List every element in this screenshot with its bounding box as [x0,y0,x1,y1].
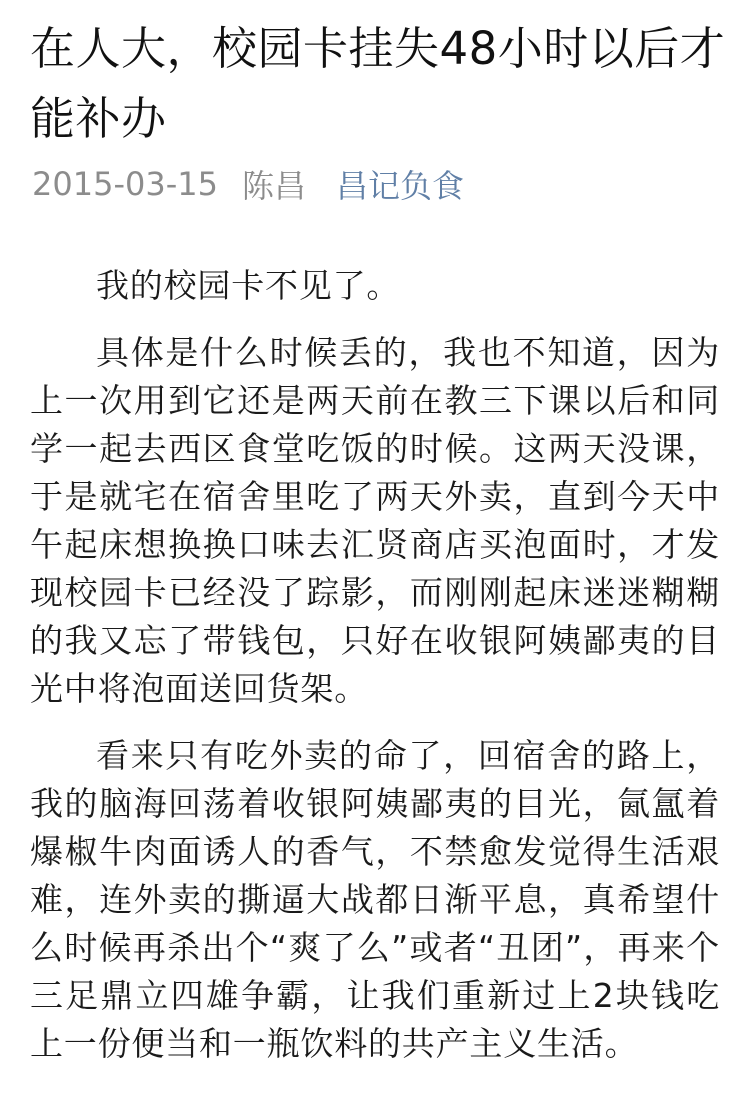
paragraph-1: 我的校园卡不见了。 [96,266,401,305]
article-title: 在人大，校园卡挂失48小时以后才能补办 [30,22,726,145]
paragraph-3: 看来只有吃外卖的命了，回宿舍的路上，我的脑海回荡着收银阿姨鄙夷的目光，氤氲着爆椒牛肉面诱人的香气，不禁愈发觉得生活艰难，连外卖的撕逼大战都日渐平息，真希望什么时候再杀出个“爽了么”或者“丑团”，再来个三足鼎立四雄争霸，让我们重新过上2块钱吃上一份便当和一瓶饮料的共产主义生活。 [30,736,720,1063]
author-name: 陈昌 [241,167,306,205]
publish-date: 2015-03-15 [32,165,218,203]
article-body [30,262,720,1087]
paragraph-2: 具体是什么时候丢的，我也不知道，因为上一次用到它还是两天前在教三下课以后和同学一起去西区食堂吃饭的时候。这两天没课，于是就宅在宿舍里吃了两天外卖，直到今天中午起床想换换口味去汇贤商店买泡面时，才发现校园卡已经没了踪影，而刚刚起床迷迷糊糊的我又忘了带钱包，只好在收银阿姨鄙夷的目光中将泡面送回货架。 [30,333,720,708]
account-link[interactable]: 昌记负食 [335,167,464,205]
article-meta [32,162,464,206]
